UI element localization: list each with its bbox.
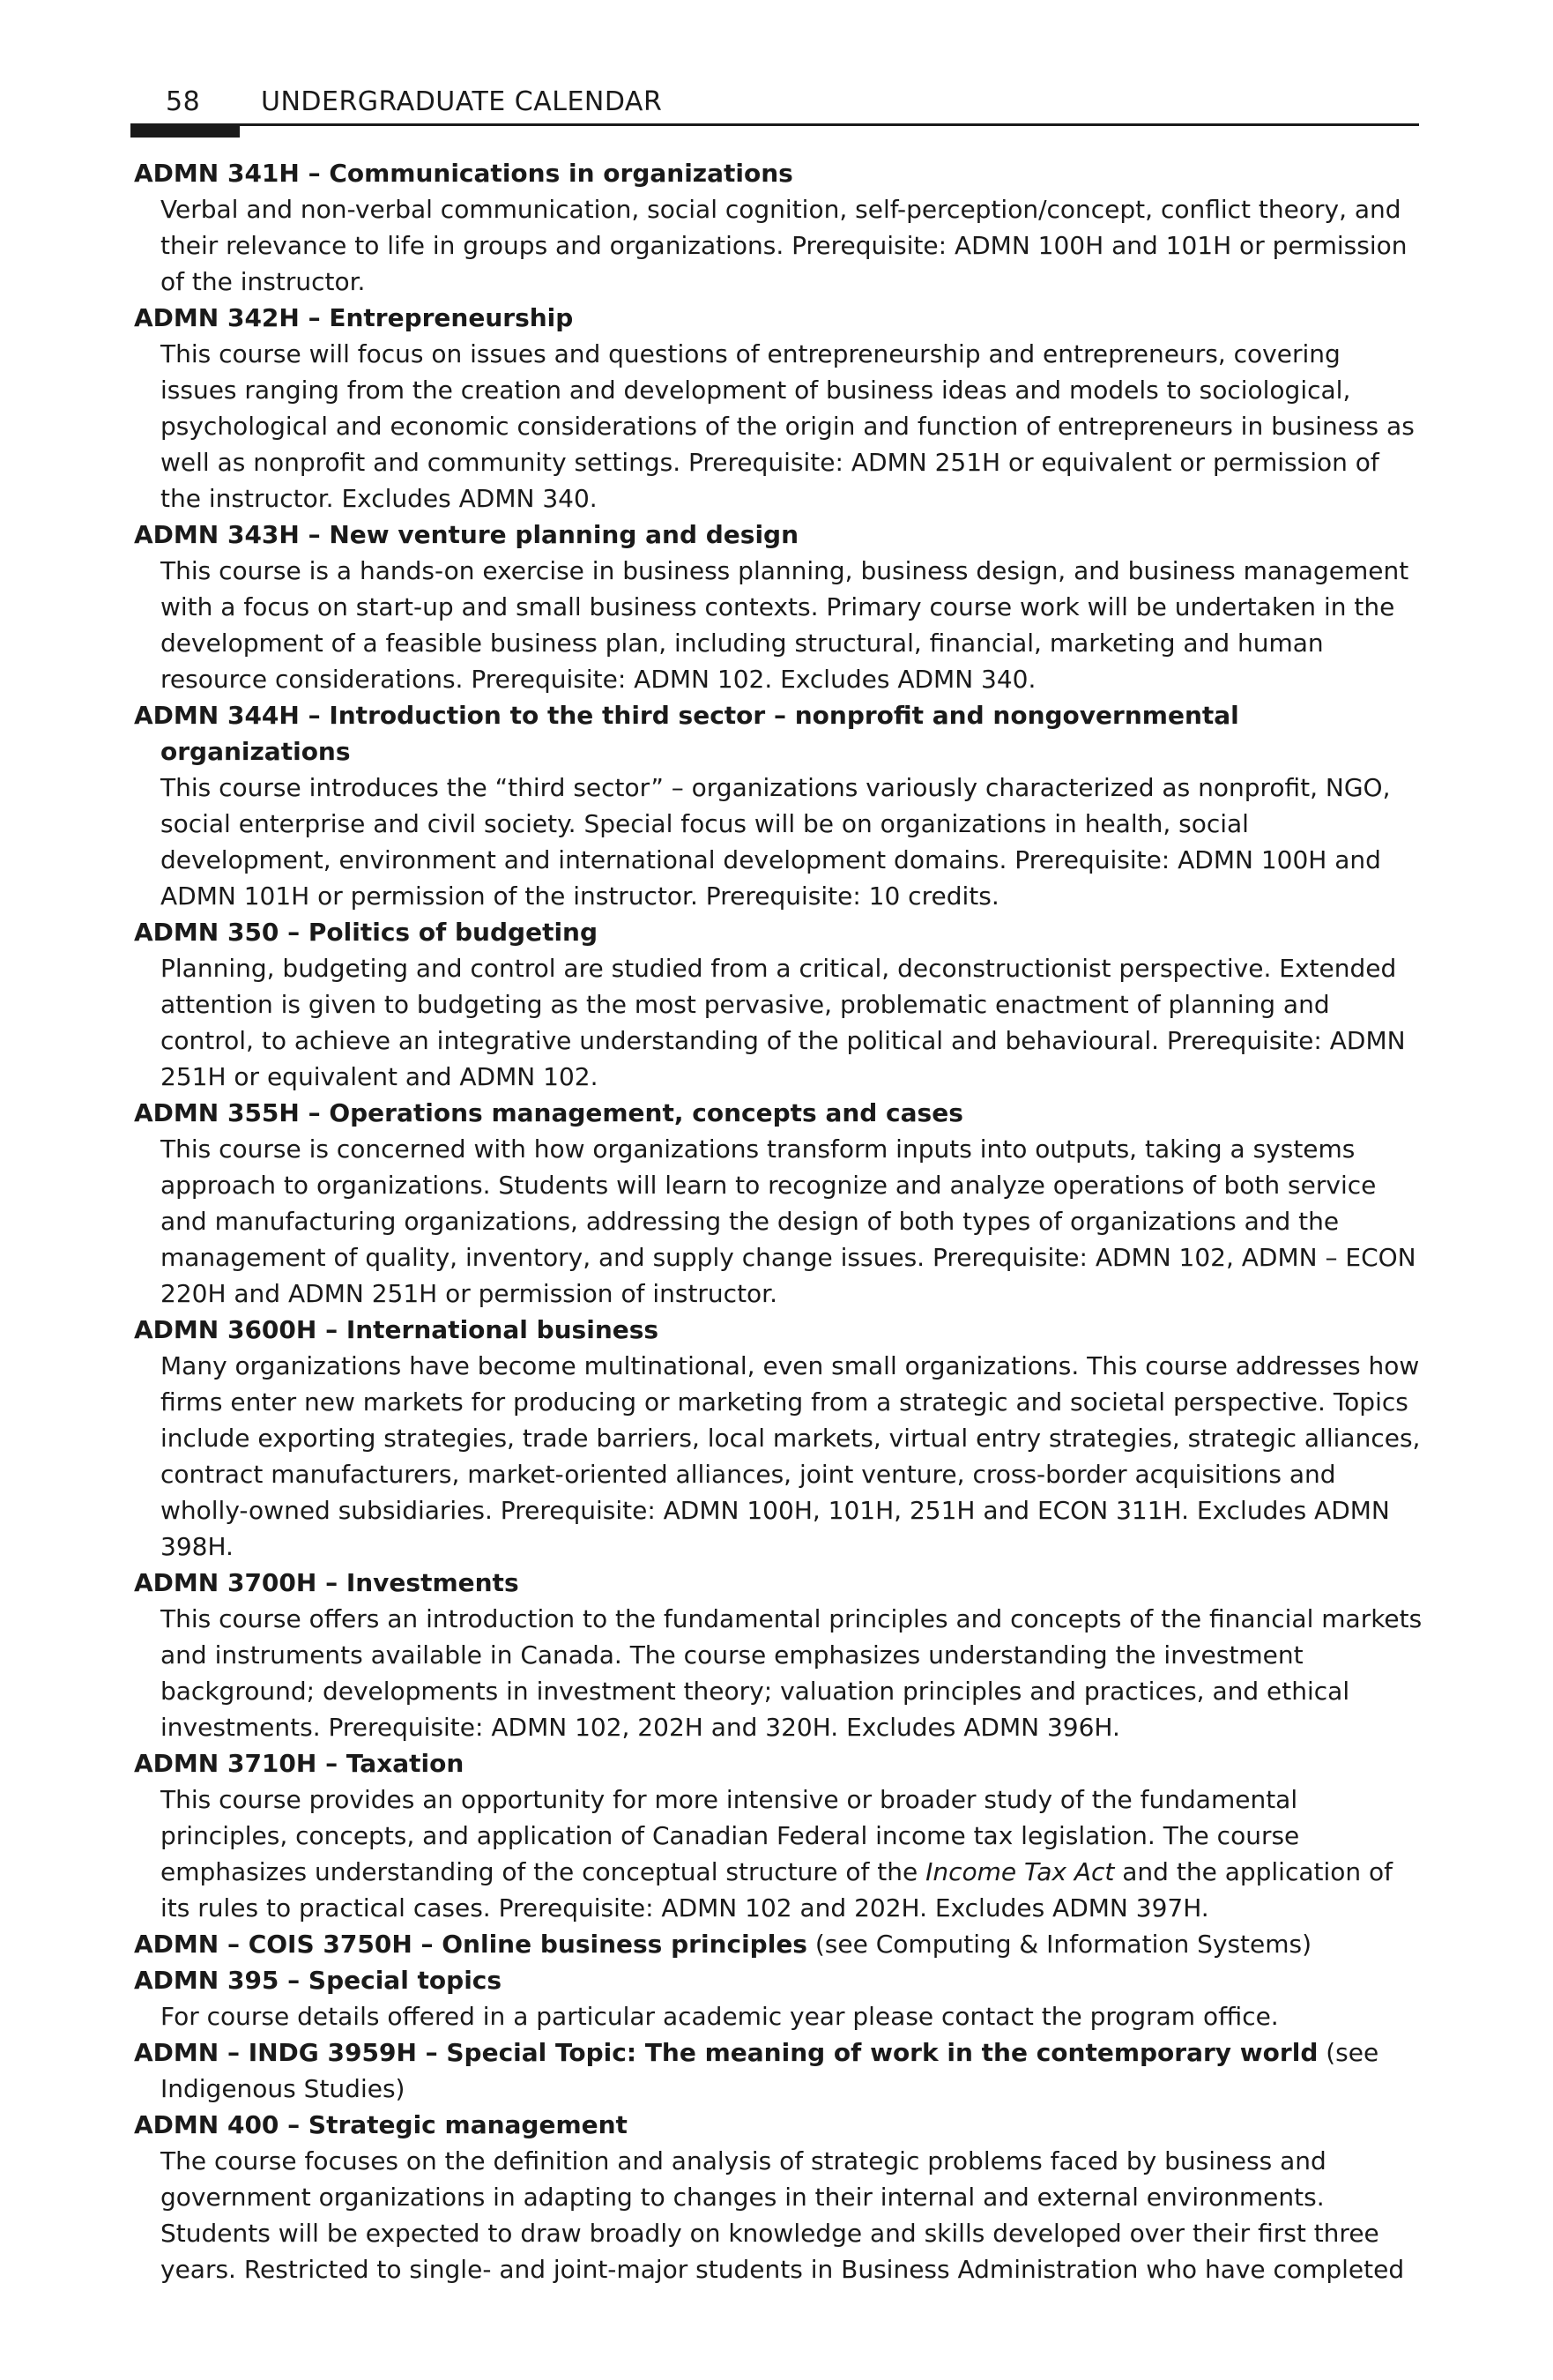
description-text: and the application of its rules to practical cases. Prerequisite: ADMN 102 and 202H. Excludes ADMN 397H. — [160, 1857, 1393, 1923]
course-description — [134, 1781, 1423, 1926]
course-description: This course is concerned with how organizations transform inputs into outputs, taking a systems approach to organizations. Students will learn to recognize and analyze operations of both service and manufacturing organizations, addressing the design of both types of organizations and the management of quality, inventory, and supply change issues. Prerequisite: ADMN 102, ADMN – ECON 220H and ADMN 251H or permission of instructor. — [160, 1134, 1416, 1308]
course-title: ADMN 342H – Entrepreneurship — [134, 303, 574, 332]
course-description: Verbal and non-verbal communication, social cognition, self-perception/concept, conflict theory, and their relevance to life in groups and organizations. Prerequisite: ADMN 100H and 101H or permission of the instructor. — [160, 195, 1408, 296]
statute-title: Income Tax Act — [925, 1857, 1115, 1886]
course-entry-admn-cois-3750h — [134, 1926, 1423, 1962]
course-entry-admn-400 — [134, 2107, 1423, 2287]
course-title-line — [134, 1926, 1423, 1962]
course-description: Many organizations have become multinational, even small organizations. This course addresses how firms enter new markets for producing or marketing from a strategic and societal perspective. Topics include exporting strategies, trade barriers, local markets, virtual entry strategies, strategic alliances, contract manufacturers, market-oriented alliances, joint venture, cross-border acquisitions and wholly-owned subsidiaries. Prerequisite: ADMN 100H, 101H, 251H and ECON 311H. Excludes ADMN 398H. — [160, 1351, 1421, 1561]
course-entry-admn-343h — [134, 517, 1423, 697]
course-title: ADMN 350 – Politics of budgeting — [134, 918, 598, 947]
course-title: ADMN 344H – Introduction to the third sector – nonprofit and nongovernmental organizations — [134, 701, 1239, 766]
course-title-line — [134, 2034, 1423, 2107]
course-description: This course offers an introduction to the fundamental principles and concepts of the financial markets and instruments available in Canada. The course emphasizes understanding the investment background; developments in investment theory; valuation principles and practices, and ethical investments. Prerequisite: ADMN 102, 202H and 320H. Excludes ADMN 396H. — [160, 1604, 1423, 1742]
course-title: ADMN 3710H – Taxation — [134, 1749, 464, 1778]
course-title: ADMN – INDG 3959H – Special Topic: The meaning of work in the contemporary world — [134, 2038, 1319, 2067]
course-title: ADMN – COIS 3750H – Online business principles — [134, 1930, 807, 1959]
course-title: ADMN 3700H – Investments — [134, 1568, 519, 1597]
course-entry-admn-344h — [134, 697, 1423, 914]
description-text: This course provides an opportunity for more intensive or broader study of the fundamental principles, concepts, and application of Canadian Federal income tax legislation. The course emphasizes understanding of the conceptual structure of the — [160, 1785, 1300, 1886]
header-rule-block — [130, 123, 240, 138]
course-entry-admn-3700h — [134, 1565, 1423, 1745]
course-title: ADMN 355H – Operations management, concepts and cases — [134, 1098, 963, 1127]
page-header — [130, 74, 1419, 138]
header-rule — [130, 123, 1419, 126]
course-entry-admn-395 — [134, 1962, 1423, 2034]
course-entry-admn-350 — [134, 914, 1423, 1095]
course-entry-admn-355h — [134, 1095, 1423, 1312]
course-description: This course introduces the “third sector” – organizations variously characterized as nonprofit, NGO, social enterprise and civil society. Special focus will be on organizations in health, social development, environment and international development domains. Prerequisite: ADMN 100H and ADMN 101H or permission of the instructor. Prerequisite: 10 credits. — [160, 773, 1391, 911]
course-description: This course is a hands-on exercise in business planning, business design, and business management with a focus on start-up and small business contexts. Primary course work will be undertaken in the development of a feasible business plan, including structural, financial, marketing and human resource considerations. Prerequisite: ADMN 102. Excludes ADMN 340. — [160, 556, 1409, 694]
course-description: Planning, budgeting and control are studied from a critical, deconstructionist perspective. Extended attention is given to budgeting as the most pervasive, problematic enactment of planning and control, to achieve an integrative understanding of the political and behavioural. Prerequisite: ADMN 251H or equivalent and ADMN 102. — [160, 954, 1406, 1091]
course-description: For course details offered in a particular academic year please contact the program office. — [160, 2002, 1279, 2031]
course-description: This course will focus on issues and questions of entrepreneurship and entrepreneurs, covering issues ranging from the creation and development of business ideas and models to sociological, psychological and economic considerations of the origin and function of entrepreneurs in business as well as nonprofit and community settings. Prerequisite: ADMN 251H or equivalent or permission of the instructor. Excludes ADMN 340. — [160, 339, 1415, 513]
cross-reference: (see Indigenous Studies) — [160, 2038, 1379, 2103]
course-title: ADMN 395 – Special topics — [134, 1966, 502, 1995]
course-title: ADMN 341H – Communications in organizations — [134, 159, 793, 188]
course-title: ADMN 3600H – International business — [134, 1315, 659, 1344]
course-title: ADMN 400 – Strategic management — [134, 2110, 628, 2139]
cross-reference: (see Computing & Information Systems) — [806, 1930, 1312, 1959]
running-title: UNDERGRADUATE CALENDAR — [261, 86, 663, 117]
course-description: The course focuses on the definition and analysis of strategic problems faced by business and government organizations in adapting to changes in their internal and external environments. Students will be expected to draw broadly on knowledge and skills developed over their first three years. Restricted to single- and joint-major students in Business Administration who have completed — [160, 2146, 1405, 2284]
course-listing — [134, 155, 1423, 2287]
course-entry-admn-342h — [134, 300, 1423, 517]
page-number: 58 — [166, 86, 201, 117]
course-entry-admn-3710h — [134, 1745, 1423, 1926]
course-title: ADMN 343H – New venture planning and design — [134, 520, 799, 549]
course-entry-admn-341h — [134, 155, 1423, 300]
course-entry-admn-indg-3959h — [134, 2034, 1423, 2107]
course-entry-admn-3600h — [134, 1312, 1423, 1565]
